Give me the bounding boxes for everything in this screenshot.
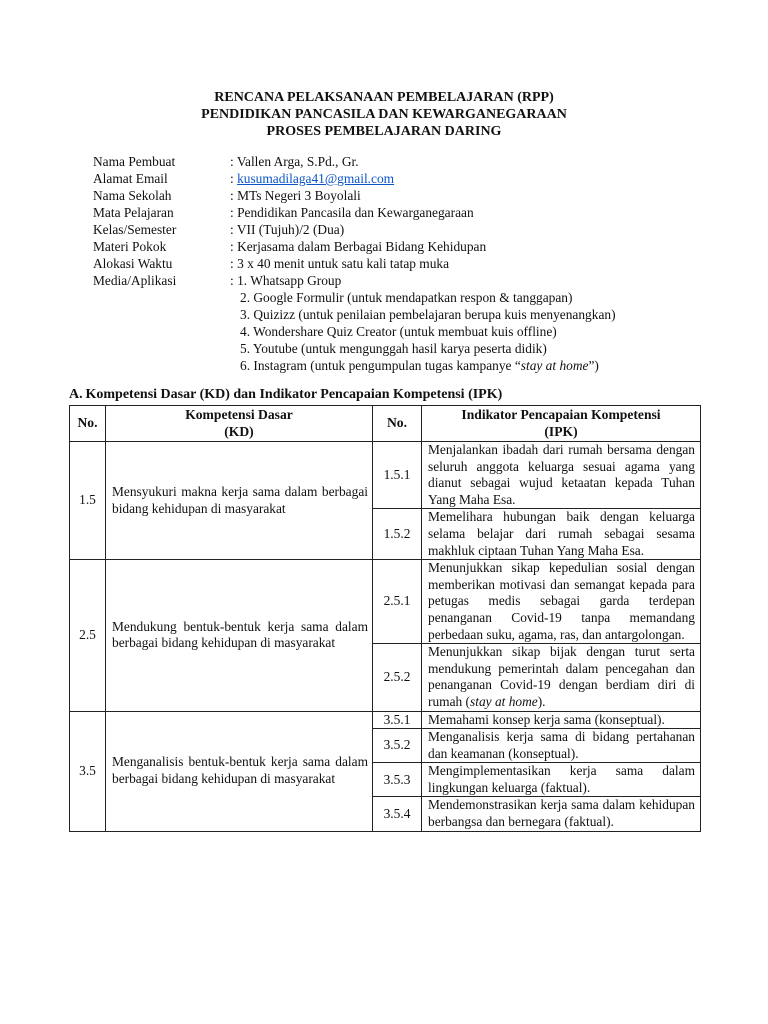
kd-text <box>106 711 373 831</box>
kd-description: Mensyukuri makna kerja sama dalam berbagai bidang kehidupan di masyarakat <box>112 483 368 516</box>
identity-value: : 3 x 40 menit untuk satu kali tatap muka <box>230 256 450 271</box>
identity-row-time <box>93 256 616 273</box>
identity-label: Mata Pelajaran <box>93 205 174 220</box>
identity-label: Nama Sekolah <box>93 188 172 203</box>
ipk-number: 3.5.2 <box>373 729 422 763</box>
header-ipk-line1: Indikator Pencapaian Kompetensi <box>461 406 661 422</box>
header-ipk <box>422 406 701 442</box>
media-item-italic: stay at home <box>520 358 589 373</box>
identity-label: Alamat Email <box>93 171 168 186</box>
section-heading <box>69 387 502 404</box>
ipk-text: Memahami konsep kerja sama (konseptual). <box>422 711 701 729</box>
identity-row-class <box>93 222 616 239</box>
identity-label: Alokasi Waktu <box>93 256 173 271</box>
kd-number: 2.5 <box>70 560 106 711</box>
media-item-text: ”) <box>588 358 599 373</box>
media-item: 2. Google Formulir (untuk mendapatkan respon & tanggapan) <box>240 290 573 305</box>
kd-text <box>106 442 373 560</box>
identity-label: Materi Pokok <box>93 239 167 254</box>
media-item: 4. Wondershare Quiz Creator (untuk membuat kuis offline) <box>240 324 557 339</box>
title-line-1: RENCANA PELAKSANAAN PEMBELAJARAN (RPP) <box>214 90 554 105</box>
ipk-number: 3.5.1 <box>373 711 422 729</box>
table-row <box>70 560 701 644</box>
ipk-text: Mendemonstrasikan kerja sama dalam kehidupan berbangsa dan bernegara (faktual). <box>422 797 701 831</box>
identity-row-author <box>93 154 616 171</box>
ipk-number: 1.5.1 <box>373 442 422 509</box>
header-kd-no: No. <box>70 406 106 442</box>
identity-value: : Kerjasama dalam Berbagai Bidang Kehidupan <box>230 239 487 254</box>
kd-text <box>106 560 373 711</box>
header-kd-line1: Kompetensi Dasar <box>185 406 293 422</box>
ipk-text: Menganalisis kerja sama di bidang pertahanan dan keamanan (konseptual). <box>422 729 701 763</box>
section-letter: A. <box>69 387 83 402</box>
ipk-text <box>422 644 701 711</box>
header-kd <box>106 406 373 442</box>
document-title-block <box>0 89 768 140</box>
ipk-text: Menjalankan ibadah dari rumah bersama dengan seluruh anggota keluarga sesuai agama yang dianut sebagai wujud ketaatan kepada Tuhan Yang Maha Esa. <box>422 442 701 509</box>
identity-value: : MTs Negeri 3 Boyolali <box>230 188 361 203</box>
table-row <box>70 442 701 509</box>
identity-row-subject <box>93 205 616 222</box>
section-heading-text: Kompetensi Dasar (KD) dan Indikator Pencapaian Kompetensi (IPK) <box>85 387 503 402</box>
identity-label: Media/Aplikasi <box>93 273 177 288</box>
ipk-number: 1.5.2 <box>373 509 422 560</box>
ipk-text-italic: stay at home <box>470 693 538 709</box>
table-row <box>70 711 701 729</box>
identity-value: : Pendidikan Pancasila dan Kewarganegaraan <box>230 205 474 220</box>
media-item-text: 6. Instagram (untuk pengumpulan tugas kampanye “ <box>240 358 521 373</box>
ipk-text-part: ). <box>537 693 546 709</box>
ipk-text: Mengimplementasikan kerja sama dalam lingkungan keluarga (faktual). <box>422 763 701 797</box>
competency-table <box>69 405 701 832</box>
identity-row-email <box>93 171 616 188</box>
identity-label: Kelas/Semester <box>93 222 177 237</box>
ipk-number: 2.5.1 <box>373 560 422 644</box>
kd-description: Mendukung bentuk-bentuk kerja sama dalam berbagai bidang kehidupan di masyarakat <box>112 618 368 651</box>
ipk-text-part: Menunjukkan sikap bijak dengan turut serta mendukung pemerintah dalam pencegahan dan penanganan Covid-19 dengan berdiam diri di rumah ( <box>428 644 695 709</box>
header-kd-line2: (KD) <box>224 423 254 439</box>
media-item <box>240 358 616 375</box>
media-list <box>240 290 616 375</box>
kd-number: 3.5 <box>70 711 106 831</box>
header-ipk-no: No. <box>373 406 422 442</box>
ipk-number: 3.5.3 <box>373 763 422 797</box>
media-item: 3. Quizizz (untuk penilaian pembelajaran berupa kuis menyenangkan) <box>240 307 616 322</box>
identity-row-school <box>93 188 616 205</box>
identity-block <box>93 154 616 375</box>
header-ipk-line2: (IPK) <box>544 423 578 439</box>
identity-row-topic <box>93 239 616 256</box>
title-line-2: PENDIDIKAN PANCASILA DAN KEWARGANEGARAAN <box>201 107 567 122</box>
kd-number: 1.5 <box>70 442 106 560</box>
identity-label: Nama Pembuat <box>93 154 176 169</box>
identity-row-media <box>93 273 616 290</box>
ipk-text: Memelihara hubungan baik dengan keluarga selama belajar dari rumah sebagai sesama makhluk ciptaan Tuhan Yang Maha Esa. <box>422 509 701 560</box>
identity-value: : VII (Tujuh)/2 (Dua) <box>230 222 345 237</box>
ipk-text: Menunjukkan sikap kepedulian sosial dengan memberikan motivasi dan semangat kepada para petugas medis sebagai garda terdepan penanganan Covid-19 tanpa memandang perbedaan suku, agama, ras, dan antargolongan. <box>422 560 701 644</box>
ipk-number: 3.5.4 <box>373 797 422 831</box>
table-header-row <box>70 406 701 442</box>
title-line-3: PROSES PEMBELAJARAN DARING <box>266 124 502 139</box>
email-link[interactable]: kusumadilaga41@gmail.com <box>237 171 395 186</box>
media-item: 5. Youtube (untuk mengunggah hasil karya peserta didik) <box>240 341 547 356</box>
ipk-number: 2.5.2 <box>373 644 422 711</box>
identity-value: : 1. Whatsapp Group <box>230 273 342 288</box>
identity-value <box>230 171 394 188</box>
kd-description: Menganalisis bentuk-bentuk kerja sama dalam berbagai bidang kehidupan di masyarakat <box>112 754 368 787</box>
identity-value: : Vallen Arga, S.Pd., Gr. <box>230 154 359 169</box>
email-prefix: : <box>230 171 238 186</box>
